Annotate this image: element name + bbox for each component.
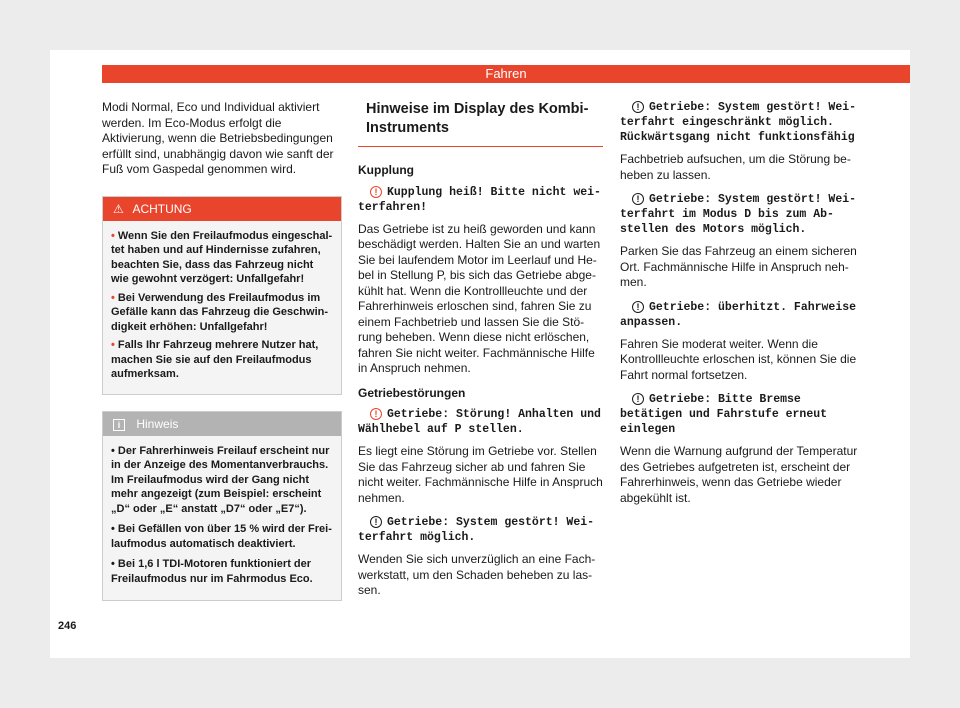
warning-triangle-icon: ⚠ [113,201,124,216]
note-item: • Der Fahrerhinweis Freilauf erscheint nur in der Anzeige des Momentanverbrauchs. Im Freilaufmodus wird der Gang nicht mehr angezeigt (zum Beispiel: erscheint „D“ oder „E“ anstatt „D7“ oder „E7“). [111,444,330,515]
body-paragraph: Wenn die Warnung aufgrund der Temperatur des Getriebes aufgetreten ist, erscheint der Fahrerhinweis, wenn das Getriebe wieder abgekühlt ist. [620,444,858,505]
warning-lamp-icon: ! [632,393,644,405]
subheading-getriebe: Getriebestörungen [358,385,466,400]
display-message: ! Getriebe: System gestört! Weiterfahrt möglich. [358,516,595,544]
body-paragraph: Fahren Sie moderat weiter. Wenn die Kontrollleuchte erloschen ist, können Sie die Fahrt normal fortsetzen. [620,336,857,382]
column-left [102,100,342,601]
note-item: • Bei Gefällen von über 15 % wird der Freilaufmodus automatisch deaktiviert. [111,523,332,550]
subheading-kupplung: Kupplung [358,163,414,177]
display-message: ! Getriebe: System gestört! Weiterfahrt eingeschränkt möglich. Rückwärtsgang nicht funktionsfähig [620,101,857,144]
note-header [103,412,341,436]
warning-lamp-icon: ! [370,408,382,420]
column-middle [358,98,603,608]
body-paragraph: Fachbetrieb aufsuchen, um die Störung beheben zu lassen. [620,152,851,182]
intro-paragraph: Modi Normal, Eco und Individual aktiviert werden. Im Eco-Modus erfolgt die Aktivierung, wenn die Betriebsbedingungen erfüllt sind, unabhängig davon wie sanft der Fuß vom Gaspedal genommen wird. [102,100,334,176]
page-number: 246 [58,620,77,632]
warning-lamp-icon: ! [632,301,644,313]
display-message: ! Getriebe: Störung! Anhalten und Wählhebel auf P stellen. [358,408,601,436]
warning-item: • Wenn Sie den Freilaufmodus eingeschaltet haben und auf Hindernisse zufahren, beachten Sie, dass das Fahrzeug nicht wie gewohnt verzögert: Unfallgefahr! [111,229,333,285]
note-title: Hinweis [136,416,179,431]
body-paragraph: Wenden Sie sich unverzüglich an eine Fachwerkstatt, um den Schaden beheben zu lassen. [358,552,596,597]
warning-lamp-icon: ! [370,186,382,198]
chapter-header: Fahren [102,65,910,83]
warning-lamp-icon: ! [370,516,382,528]
note-box [102,411,342,602]
warning-body [103,221,341,394]
body-paragraph: Es liegt eine Störung im Getriebe vor. Stellen Sie das Fahrzeug sicher ab und fahren Sie nicht weiter. Fachmännische Hilfe in Anspruch nehmen. [358,444,603,505]
display-message: ! Getriebe: Bitte Bremse betätigen und Fahrstufe erneut einlegen [620,393,828,436]
manual-page [50,50,910,658]
warning-lamp-icon: ! [632,193,644,205]
warning-item: • Falls Ihr Fahrzeug mehrere Nutzer hat, machen Sie sie auf den Freilaufmodus aufmerksam. [111,339,319,380]
display-message: ! Kupplung heiß! Bitte nicht weiterfahren! [358,185,601,214]
warning-box [102,196,342,395]
note-item: • Bei 1,6 l TDI-Motoren funktioniert der Freilaufmodus nur im Fahrmodus Eco. [111,558,313,585]
warning-title: ACHTUNG [132,201,192,216]
section-title: Hinweise im Display des Kombi-Instruments [358,98,603,147]
body-paragraph: Parken Sie das Fahrzeug an einem sicheren Ort. Fachmännische Hilfe in Anspruch nehmen. [620,244,857,289]
column-right [620,100,862,515]
warning-header [103,197,341,221]
info-icon: i [113,419,125,431]
body-paragraph: Das Getriebe ist zu heiß geworden und kann beschädigt werden. Halten Sie an und warten Sie bei laufendem Motor im Leerlauf und Hebel in Stellung P, bis sich das Getriebe abgekühlt hat. Wenn die Kontrollleuchte und der Fahrerhinweis erloschen sind, fahren Sie zu einem Fachbetrieb und lassen Sie die Störung beheben. Wenn diese nicht erlöschen, fahren Sie nicht weiter. Fachmännische Hilfe in Anspruch nehmen. [358,221,601,375]
note-body [103,436,341,601]
warning-item: • Bei Verwendung des Freilaufmodus im Gefälle kann das Fahrzeug die Geschwindigkeit erhöhen: Unfallgefahr! [111,291,329,333]
display-message: ! Getriebe: System gestört! Weiterfahrt im Modus D bis zum Abstellen des Motors möglich. [620,193,857,236]
display-message: ! Getriebe: überhitzt. Fahrweise anpassen. [620,300,857,329]
warning-lamp-icon: ! [632,101,644,113]
